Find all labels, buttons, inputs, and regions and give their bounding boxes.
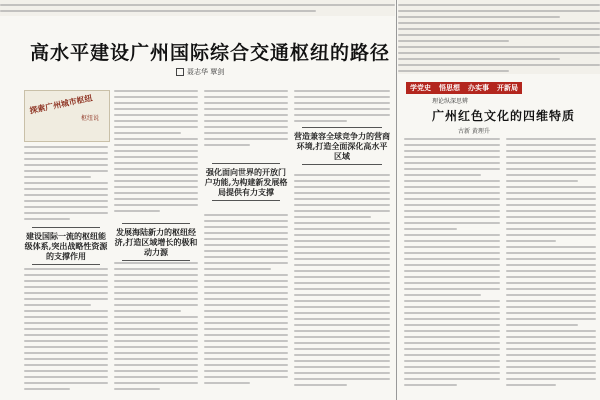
text-column-1a: [24, 146, 108, 224]
pull-quote-2: 发展海陆新力的枢纽经济,打造区域增长的极和动力源: [114, 220, 198, 264]
text-column-3a: [204, 90, 288, 154]
right-article-byline: 古新 黄理升: [458, 128, 490, 135]
badge-title: 探索广州城市枢纽: [28, 92, 94, 116]
main-article-byline: [176, 67, 224, 77]
column-divider: [396, 0, 397, 400]
text-column-2a: [114, 90, 198, 218]
text-column-3b: [204, 214, 288, 396]
column-badge: [24, 90, 110, 142]
text-column-2b: [114, 262, 198, 396]
right-article-banner: [406, 82, 522, 94]
pull-quote-3: 强化面向世界的开放门户功能,为构建新发展格局提供有力支撑: [204, 160, 288, 204]
text-column-4a: [294, 90, 390, 126]
byline-text: 聂志华 覃剑: [187, 68, 225, 76]
text-column-4b: [294, 174, 390, 396]
top-strip-left: [0, 0, 395, 16]
banner-item: 开新局: [497, 84, 518, 92]
text-column-1b: [24, 268, 108, 396]
right-article-subtitle: 理论纵深思辨: [432, 98, 469, 105]
banner-item: 办实事: [468, 84, 489, 92]
pull-quote-1: 建设国际一流的枢纽能级体系,突出战略性资源的支撑作用: [24, 224, 108, 268]
right-article-title: 广州红色文化的四维特质: [432, 109, 576, 123]
byline-box-icon: [176, 68, 184, 76]
top-strip-right: [398, 0, 600, 74]
badge-subtitle: 枢纽说: [81, 115, 100, 122]
banner-item: 悟思想: [439, 84, 460, 92]
main-article-title: 高水平建设广州国际综合交通枢纽的路径: [30, 42, 391, 64]
banner-item: 学党史: [410, 84, 431, 92]
right-text-column-2: [506, 138, 596, 396]
pull-quote-4: 营造兼容全球竞争力的营商环境,打造全面深化高水平区域: [294, 124, 390, 168]
right-text-column-1: [404, 138, 500, 396]
